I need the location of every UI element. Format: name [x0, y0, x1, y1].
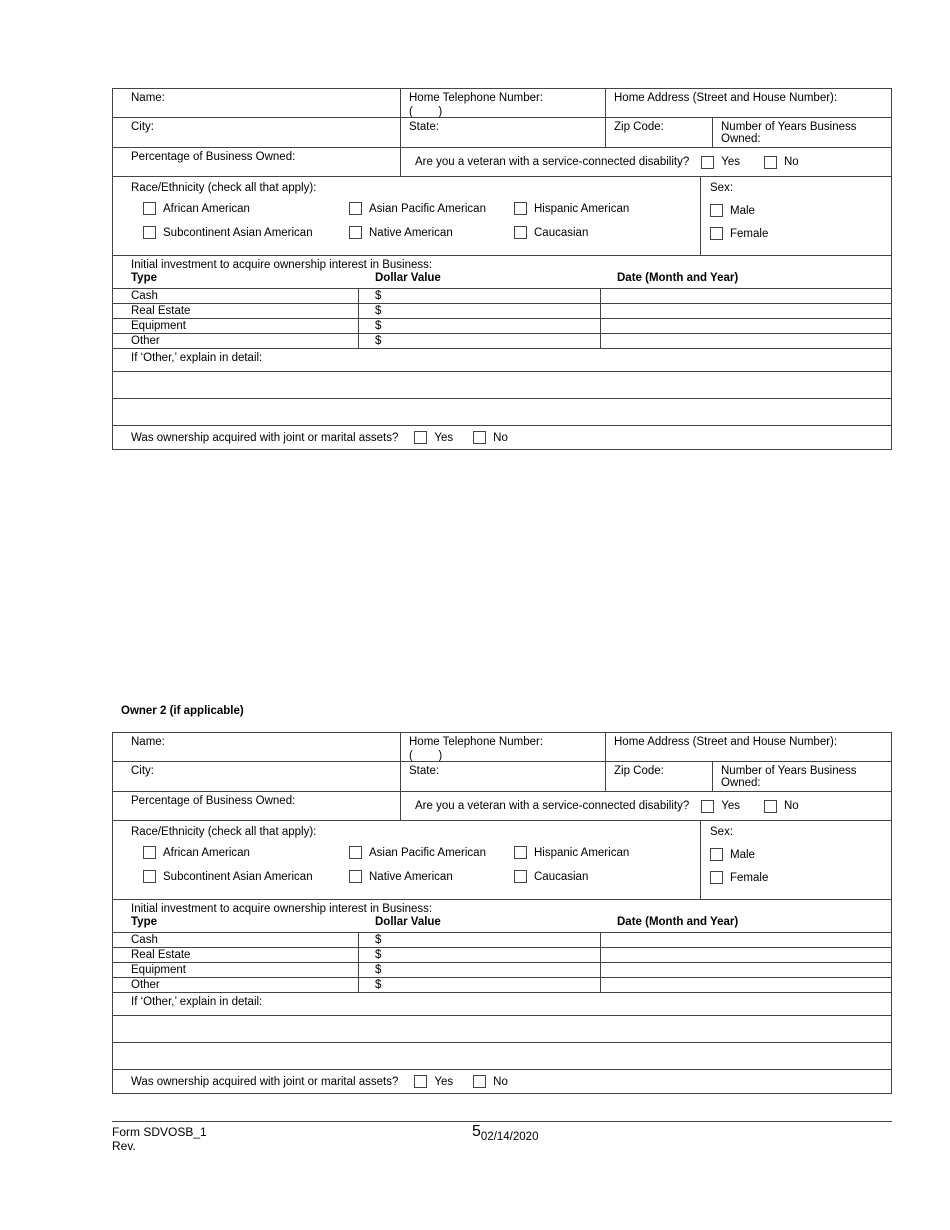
investment-type-label-real-estate	[113, 948, 359, 962]
percentage-owned-field[interactable]	[113, 792, 401, 820]
investment-row-other	[113, 334, 891, 349]
name-field[interactable]	[113, 733, 401, 761]
race-options-grid	[131, 202, 692, 239]
sex-female-checkbox[interactable]	[710, 871, 723, 884]
marital-no-label: No	[493, 1075, 508, 1088]
home-address-field[interactable]	[606, 733, 891, 761]
marital-question-label: Was ownership acquired with joint or marital assets?	[131, 1075, 399, 1088]
equipment-dollar-value-field[interactable]	[359, 963, 601, 977]
other-explain-label: If ‘Other,’ explain in detail:	[131, 352, 263, 364]
city-label: City:	[131, 121, 154, 133]
race-hispanic-american-checkbox[interactable]	[514, 846, 527, 859]
investment-type-label-other	[113, 978, 359, 992]
race-option-african-american	[143, 846, 349, 859]
dollar-sign: $	[375, 290, 382, 302]
race-native-american-checkbox[interactable]	[349, 226, 362, 239]
investment-type-label-equipment	[113, 319, 359, 333]
veteran-yes-label: Yes	[721, 800, 740, 812]
other-explain-line-1[interactable]	[113, 1016, 891, 1042]
name-label: Name:	[131, 92, 165, 104]
investment-type-text: Cash	[131, 290, 158, 302]
race-option-label: Subcontinent Asian American	[163, 226, 313, 239]
owner-info-table	[112, 88, 892, 450]
dollar-sign: $	[375, 335, 382, 347]
race-option-hispanic-american	[514, 202, 692, 215]
investment-row-cash	[113, 933, 891, 948]
other-date-field[interactable]	[601, 334, 891, 348]
dollar-sign: $	[375, 949, 382, 961]
column-header-type: Type	[131, 272, 157, 284]
investment-type-label-cash	[113, 933, 359, 947]
veteran-question-cell	[401, 148, 891, 176]
zip-code-label: Zip Code:	[614, 765, 664, 777]
investment-column-headers	[113, 272, 891, 284]
race-option-native-american	[349, 870, 514, 883]
column-header-dollar-value: Dollar Value	[375, 272, 441, 284]
investment-row-cash	[113, 289, 891, 304]
other-date-field[interactable]	[601, 978, 891, 992]
race-option-label: Caucasian	[534, 226, 589, 239]
veteran-no-checkbox[interactable]	[764, 800, 777, 813]
column-header-date: Date (Month and Year)	[617, 272, 739, 284]
race-option-label: Asian Pacific American	[369, 202, 486, 215]
other-explain-line-2[interactable]	[113, 1043, 891, 1069]
race-options-grid	[131, 846, 692, 883]
percentage-owned-label: Percentage of Business Owned:	[131, 795, 296, 807]
race-option-label: Hispanic American	[534, 202, 630, 215]
sex-option-label: Male	[730, 204, 755, 217]
real-estate-dollar-value-field[interactable]	[359, 304, 601, 318]
name-field[interactable]	[113, 89, 401, 117]
marital-yes-label: Yes	[434, 431, 454, 444]
zip-code-label: Zip Code:	[614, 121, 664, 133]
investment-row-equipment	[113, 963, 891, 978]
race-option-label: Subcontinent Asian American	[163, 870, 313, 883]
sex-option-male	[710, 204, 883, 217]
footer-rev-label: Rev.	[112, 1139, 136, 1153]
race-option-african-american	[143, 202, 349, 215]
cash-date-field[interactable]	[601, 289, 891, 303]
race-ethnicity-label: Race/Ethnicity (check all that apply):	[131, 182, 317, 194]
other-explain-cell	[113, 993, 891, 1015]
sex-label: Sex:	[710, 182, 734, 194]
footer-form-id: Form SDVOSB_1	[112, 1125, 207, 1139]
race-option-asian-pacific-american	[349, 846, 514, 859]
race-option-subcontinent-asian-american	[143, 226, 349, 239]
investment-type-label-real-estate	[113, 304, 359, 318]
state-label: State:	[409, 765, 440, 777]
investment-type-text: Real Estate	[131, 949, 191, 961]
sex-female-checkbox[interactable]	[710, 227, 723, 240]
sex-option-label: Female	[730, 227, 769, 240]
investment-type-text: Equipment	[131, 964, 186, 976]
sex-male-checkbox[interactable]	[710, 848, 723, 861]
veteran-yes-label: Yes	[721, 156, 740, 168]
race-african-american-checkbox[interactable]	[143, 202, 156, 215]
equipment-date-field[interactable]	[601, 319, 891, 333]
equipment-date-field[interactable]	[601, 963, 891, 977]
years-owned-field[interactable]	[713, 762, 891, 791]
home-telephone-label: Home Telephone Number:	[409, 92, 544, 104]
equipment-dollar-value-field[interactable]	[359, 319, 601, 333]
investment-type-text: Real Estate	[131, 305, 191, 317]
sex-male-checkbox[interactable]	[710, 204, 723, 217]
investment-type-text: Equipment	[131, 320, 186, 332]
race-subcontinent-asian-american-checkbox[interactable]	[143, 226, 156, 239]
owner2-heading: Owner 2 (if applicable)	[121, 705, 244, 717]
investment-header-row	[113, 256, 891, 289]
veteran-question-label: Are you a veteran with a service-connected disability?	[415, 800, 690, 812]
race-subcontinent-asian-american-checkbox[interactable]	[143, 870, 156, 883]
investment-type-label-cash	[113, 289, 359, 303]
race-native-american-checkbox[interactable]	[349, 870, 362, 883]
name-label: Name:	[131, 736, 165, 748]
owner-info-table	[112, 732, 892, 1094]
veteran-question-label: Are you a veteran with a service-connected disability?	[415, 156, 690, 168]
race-ethnicity-cell	[113, 177, 701, 255]
race-african-american-checkbox[interactable]	[143, 846, 156, 859]
marital-no-label: No	[493, 431, 508, 444]
race-option-asian-pacific-american	[349, 202, 514, 215]
dollar-sign: $	[375, 964, 382, 976]
investment-row-real-estate	[113, 304, 891, 319]
sex-option-female	[710, 227, 883, 240]
marital-question-cell	[113, 1070, 891, 1093]
race-option-label: African American	[163, 846, 250, 859]
investment-row-other	[113, 978, 891, 993]
home-address-label: Home Address (Street and House Number):	[614, 92, 838, 104]
marital-yes-checkbox[interactable]	[414, 431, 427, 444]
page-footer	[112, 1121, 892, 1153]
dollar-sign: $	[375, 934, 382, 946]
home-address-label: Home Address (Street and House Number):	[614, 736, 838, 748]
state-field[interactable]	[401, 762, 606, 791]
dollar-sign: $	[375, 305, 382, 317]
other-explain-cell	[113, 349, 891, 371]
investment-type-text: Other	[131, 979, 160, 991]
zip-code-field[interactable]	[606, 762, 713, 791]
state-label: State:	[409, 121, 440, 133]
race-hispanic-american-checkbox[interactable]	[514, 202, 527, 215]
column-header-type: Type	[131, 916, 157, 928]
marital-no-checkbox[interactable]	[473, 1075, 486, 1088]
investment-type-text: Cash	[131, 934, 158, 946]
sex-label: Sex:	[710, 826, 734, 838]
sex-cell	[701, 821, 891, 899]
race-option-label: Caucasian	[534, 870, 589, 883]
race-option-native-american	[349, 226, 514, 239]
home-address-field[interactable]	[606, 89, 891, 117]
phone-area-code-parens: ( )	[409, 106, 443, 117]
real-estate-dollar-value-field[interactable]	[359, 948, 601, 962]
race-option-label: Hispanic American	[534, 846, 630, 859]
percentage-owned-label: Percentage of Business Owned:	[131, 151, 296, 163]
race-option-subcontinent-asian-american	[143, 870, 349, 883]
investment-row-equipment	[113, 319, 891, 334]
marital-question-cell	[113, 426, 891, 449]
owner2-form-section	[112, 732, 892, 1094]
footer-date: 02/14/2020	[480, 1131, 539, 1143]
investment-row-real-estate	[113, 948, 891, 963]
phone-area-code-parens: ( )	[409, 750, 443, 761]
race-option-label: Native American	[369, 870, 453, 883]
marital-yes-checkbox[interactable]	[414, 1075, 427, 1088]
owner1-form-section	[112, 88, 892, 450]
race-ethnicity-cell	[113, 821, 701, 899]
investment-type-text: Other	[131, 335, 160, 347]
city-label: City:	[131, 765, 154, 777]
other-dollar-value-field[interactable]	[359, 978, 601, 992]
cash-dollar-value-field[interactable]	[359, 933, 601, 947]
race-caucasian-checkbox[interactable]	[514, 870, 527, 883]
page-number: 5	[472, 1123, 481, 1140]
cash-dollar-value-field[interactable]	[359, 289, 601, 303]
sex-option-male	[710, 848, 883, 861]
race-asian-pacific-american-checkbox[interactable]	[349, 202, 362, 215]
dollar-sign: $	[375, 979, 382, 991]
race-option-label: African American	[163, 202, 250, 215]
race-option-label: Native American	[369, 226, 453, 239]
marital-yes-label: Yes	[434, 1075, 454, 1088]
sex-option-label: Male	[730, 848, 755, 861]
sex-cell	[701, 177, 891, 255]
race-option-hispanic-american	[514, 846, 692, 859]
years-owned-field[interactable]	[713, 118, 891, 147]
column-header-date: Date (Month and Year)	[617, 916, 739, 928]
home-telephone-field[interactable]	[401, 733, 606, 761]
other-dollar-value-field[interactable]	[359, 334, 601, 348]
race-option-caucasian	[514, 870, 692, 883]
home-telephone-field[interactable]	[401, 89, 606, 117]
real-estate-date-field[interactable]	[601, 304, 891, 318]
veteran-yes-checkbox[interactable]	[701, 156, 714, 169]
marital-no-checkbox[interactable]	[473, 431, 486, 444]
zip-code-field[interactable]	[606, 118, 713, 147]
veteran-yes-checkbox[interactable]	[701, 800, 714, 813]
race-option-caucasian	[514, 226, 692, 239]
sex-option-label: Female	[730, 871, 769, 884]
footer-center	[472, 1123, 539, 1143]
veteran-no-label: No	[784, 156, 799, 168]
real-estate-date-field[interactable]	[601, 948, 891, 962]
investment-column-headers	[113, 916, 891, 928]
marital-question-label: Was ownership acquired with joint or marital assets?	[131, 431, 399, 444]
home-telephone-label: Home Telephone Number:	[409, 736, 544, 748]
city-field[interactable]	[113, 762, 401, 791]
cash-date-field[interactable]	[601, 933, 891, 947]
other-explain-label: If ‘Other,’ explain in detail:	[131, 996, 263, 1008]
investment-type-label-equipment	[113, 963, 359, 977]
veteran-question-cell	[401, 792, 891, 820]
investment-label: Initial investment to acquire ownership interest in Business:	[131, 259, 433, 271]
state-field[interactable]	[401, 118, 606, 147]
race-ethnicity-label: Race/Ethnicity (check all that apply):	[131, 826, 317, 838]
race-option-label: Asian Pacific American	[369, 846, 486, 859]
years-owned-label: Number of Years Business Owned:	[721, 121, 857, 145]
years-owned-label: Number of Years Business Owned:	[721, 765, 857, 789]
dollar-sign: $	[375, 320, 382, 332]
other-explain-line-1[interactable]	[113, 372, 891, 398]
race-asian-pacific-american-checkbox[interactable]	[349, 846, 362, 859]
sex-option-female	[710, 871, 883, 884]
investment-label: Initial investment to acquire ownership interest in Business:	[131, 903, 433, 915]
race-caucasian-checkbox[interactable]	[514, 226, 527, 239]
investment-type-label-other	[113, 334, 359, 348]
percentage-owned-field[interactable]	[113, 148, 401, 176]
veteran-no-label: No	[784, 800, 799, 812]
investment-header-row	[113, 900, 891, 933]
column-header-dollar-value: Dollar Value	[375, 916, 441, 928]
veteran-no-checkbox[interactable]	[764, 156, 777, 169]
city-field[interactable]	[113, 118, 401, 147]
other-explain-line-2[interactable]	[113, 399, 891, 425]
